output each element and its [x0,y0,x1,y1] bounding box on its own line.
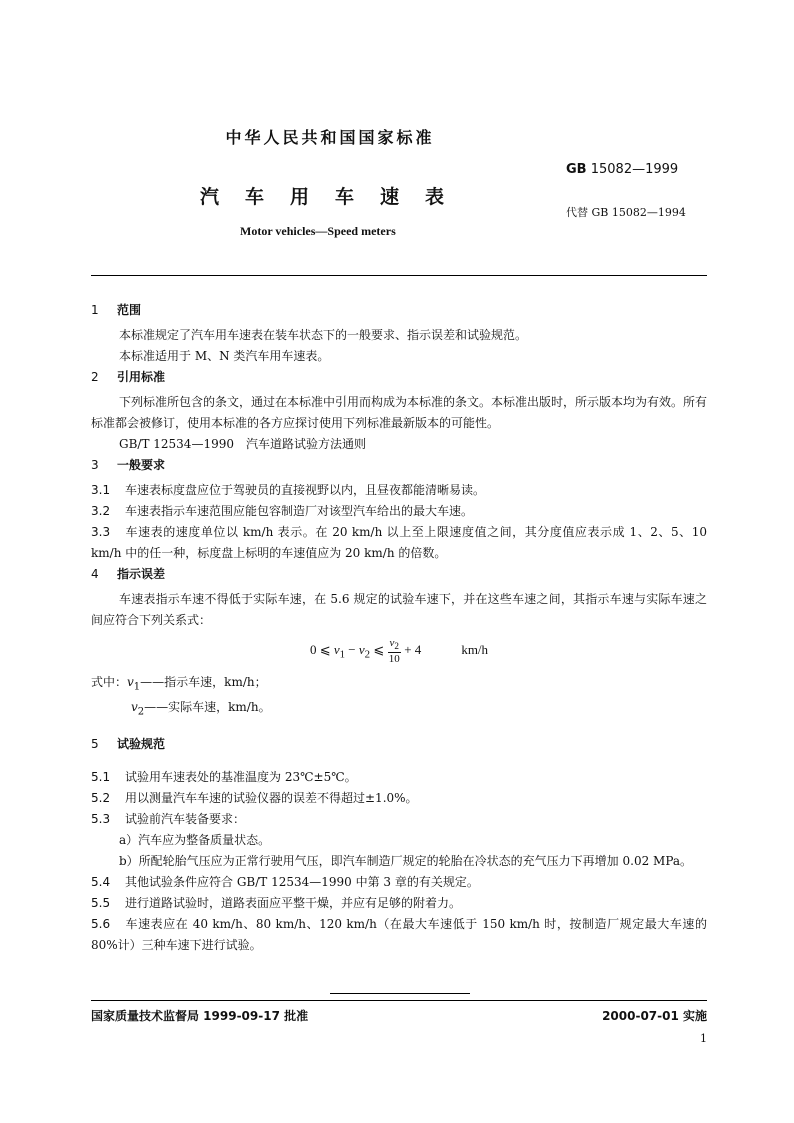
section-3-heading: 3 一般要求 [91,458,166,472]
clause-5-1: 5.1 试验用车速表处的基准温度为 23℃±5℃。 [91,770,357,785]
document-title: 汽车用车速表 [199,186,470,208]
section-4-heading: 4 指示误差 [91,567,166,581]
formula-fraction: $\frac{v_2}{10}$ [388,637,400,666]
clause-5-2: 5.2 用以测量汽车车速的试验仪器的误差不得超过±1.0%。 [91,791,418,806]
replaces-note: 代替 GB 15082—1994 [566,206,686,219]
standard-prefix: GB [566,162,587,177]
document-body [91,300,707,956]
national-standard-title: 中华人民共和国国家标准 [225,128,435,147]
standard-number [566,162,678,177]
where-line-1: 式中：$v_1——$指示车速，km/h； [91,674,267,693]
clause-3-3: 3.3 车速表的速度单位以 km/h 表示。在 20 km/h 以上至上限速度值之间，其分度值应表示成 1、2、5、10 km/h 中的任一种，标度盘上标明的车速值应为 20 km/h 的倍数。 [91,525,707,560]
approval-line: 国家质量技术监督局 1999-09-17 批准 [91,1009,309,1023]
clause-5-3-b: b）所配轮胎气压应为正常行驶用气压，即汽车制造厂规定的轮胎在冷状态的充气压力下再增加 0.02 MPa。 [119,854,693,869]
clause-5-6: 5.6 车速表应在 40 km/h、80 km/h、120 km/h（在最大车速低于 150 km/h 时，按制造厂规定最大车速的 80%计）三种车速下进行试验。 [91,917,707,953]
page-number: 1 [700,1032,707,1045]
section-1-para-2: 本标准适用于 M、N 类汽车用车速表。 [119,349,330,363]
footer-rule [91,1000,707,1001]
section-2-para-1: 下列标准所包含的条文，通过在本标准中引用而构成为本标准的条文。本标准出版时，所示版本均为有效。所有标准都会被修订，使用本标准的各方应探讨使用下列标准最新版本的可能性。 [91,395,708,430]
section-2-heading: 2 引用标准 [91,370,166,384]
section-5-heading: 5 试验规范 [91,737,166,752]
section-1-heading: 1 范围 [91,303,142,317]
clause-5-3: 5.3 试验前汽车装备要求： [91,812,246,827]
clause-3-1: 3.1 车速表标度盘应位于驾驶员的直接视野以内，且昼夜都能清晰易读。 [91,483,486,497]
clause-5-3-a: a）汽车应为整备质量状态。 [119,833,271,848]
where-line-2: $v_2——$实际车速，km/h。 [131,700,271,718]
section-4-para-1: 车速表指示车速不得低于实际车速，在 5.6 规定的试验车速下，并在这些车速之间，其指示车速与实际车速之间应符合下列关系式： [91,592,707,627]
error-formula: 0 ⩽ $v_1 - v_2$ ⩽ $\frac{v_2}{10}$ + 4 km/h [309,637,489,666]
clause-3-2: 3.2 车速表指示车速范围应能包容制造厂对该型汽车给出的最大车速。 [91,504,474,518]
section-1-para-1: 本标准规定了汽车用车速表在装车状态下的一般要求、指示误差和试验规范。 [119,328,528,342]
implementation-date: 2000-07-01 实施 [602,1009,707,1023]
english-title: Motor vehicles—Speed meters [240,224,396,238]
standard-code: 15082—1999 [590,162,679,177]
clause-5-4: 5.4 其他试验条件应符合 GB/T 12534—1990 中第 3 章的有关规定。 [91,875,479,890]
clause-5-5: 5.5 进行道路试验时，道路表面应平整干燥，并应有足够的附着力。 [91,896,462,911]
footer-short-rule [330,993,470,994]
formula-unit: km/h [461,642,489,658]
header-rule [91,275,707,276]
section-2-reference: GB/T 12534—1990 汽车道路试验方法通则 [119,437,366,451]
